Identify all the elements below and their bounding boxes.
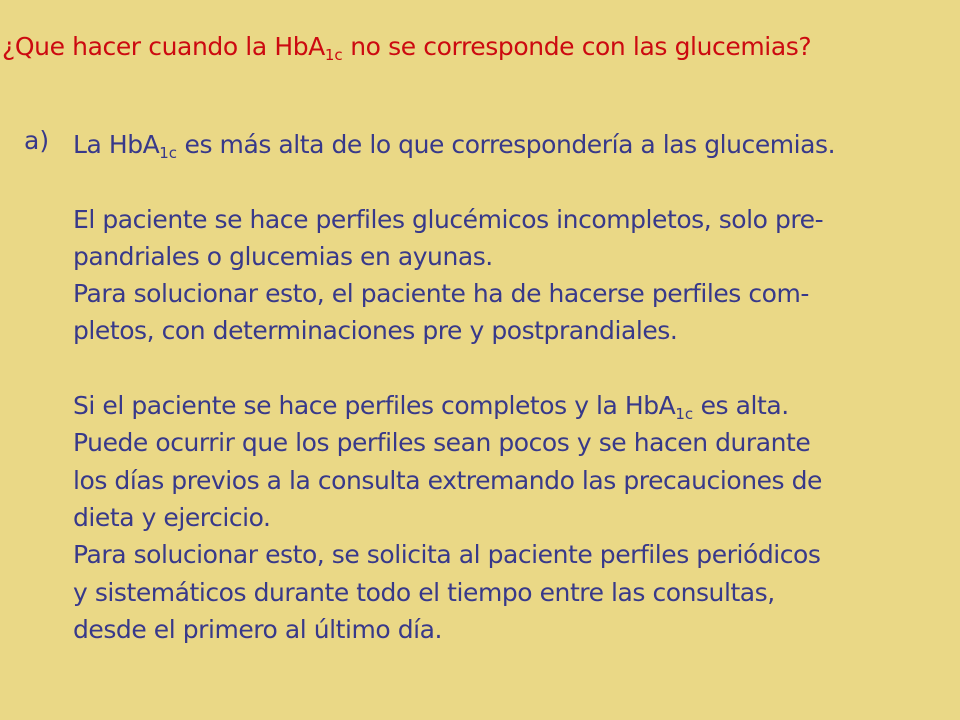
heading-subscript: 1c — [159, 144, 178, 162]
heading-text-end: es más alta de lo que correspondería a las glucemias. — [177, 130, 836, 159]
title-text-end: no se corresponde con las glucemias? — [342, 32, 812, 61]
paragraph-line: Para solucionar esto, el paciente ha de hacerse perfiles com- — [73, 279, 809, 309]
paragraph-line: los días previos a la consulta extremando las precauciones de — [73, 465, 822, 495]
item-heading — [73, 126, 953, 163]
para-text-end: es alta. — [693, 391, 789, 421]
heading-text: La HbA — [73, 130, 160, 159]
paragraph-line: pletos, con determinaciones pre y postprandiales. — [73, 316, 678, 346]
slide-title — [2, 32, 812, 64]
paragraph-line: El paciente se hace perfiles glucémicos incompletos, solo pre- — [73, 204, 824, 234]
paragraph-line: dieta y ejercicio. — [73, 502, 271, 532]
paragraph-line: desde el primero al último día. — [73, 614, 443, 644]
paragraph-line: pandriales o glucemias en ayunas. — [73, 241, 493, 271]
list-item-content — [73, 126, 953, 648]
list-marker: a) — [24, 126, 50, 155]
paragraph-line: y sistemáticos durante todo el tiempo entre las consultas, — [73, 577, 775, 607]
paragraph-line: Para solucionar esto, se solicita al paciente perfiles periódicos — [73, 540, 821, 570]
paragraph-line — [73, 387, 953, 424]
title-subscript: 1c — [324, 46, 343, 64]
para-text: Si el paciente se hace perfiles completos y la HbA — [73, 391, 676, 421]
para-subscript: 1c — [675, 405, 694, 424]
spacer — [73, 350, 953, 387]
spacer — [73, 163, 953, 200]
paragraph-line: Puede ocurrir que los perfiles sean pocos y se hacen durante — [73, 428, 811, 458]
title-text: ¿Que hacer cuando la HbA — [2, 32, 325, 61]
